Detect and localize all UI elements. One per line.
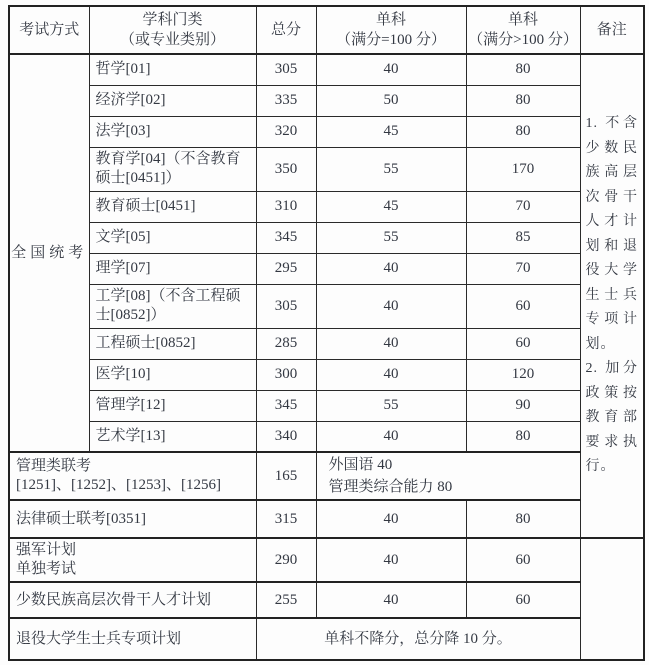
score-eq100-cell: 40: [316, 284, 466, 328]
score-gt100-cell: 80: [466, 500, 580, 538]
table-row: [9, 54, 644, 85]
total-cell: 345: [256, 222, 316, 253]
header-single-gt100-line2: （满分>100 分）: [468, 32, 578, 48]
score-eq100-cell: 40: [316, 582, 466, 618]
table-row: [9, 328, 644, 359]
table-row: [9, 85, 644, 116]
remark-cell: [580, 54, 644, 538]
total-cell: 295: [256, 253, 316, 284]
score-eq100-cell: 40: [316, 500, 466, 538]
score-eq100-cell: 55: [316, 147, 466, 191]
total-cell: 350: [256, 147, 316, 191]
military-name-line1: 强军计划: [16, 542, 77, 559]
subject-cell: 教育学[04]（不含教育硕士[0451]）: [89, 147, 256, 191]
subject-cell: 经济学[02]: [89, 85, 256, 116]
score-eq100-cell: 45: [316, 116, 466, 147]
header-single-eq100: [316, 6, 466, 54]
total-cell: 290: [256, 538, 316, 582]
subject-cell: 理学[07]: [89, 253, 256, 284]
header-total-label: 总分: [270, 21, 301, 38]
table-row: [9, 253, 644, 284]
exam-name-cell: 少数民族高层次骨干人才计划: [9, 582, 256, 618]
header-subject: [89, 6, 256, 54]
score-gt100-cell: 60: [466, 284, 580, 328]
exam-method-cell: 全国统考: [9, 54, 89, 452]
table-row: [9, 390, 644, 421]
header-total: [256, 6, 316, 54]
subject-cell: 医学[10]: [89, 359, 256, 390]
remark-item-2: 2. 加分政策按教育部要求执行。: [585, 361, 638, 475]
header-single-eq100-line2: （满分=100 分）: [336, 32, 446, 48]
subject-cell: 艺术学[13]: [89, 421, 256, 452]
total-cell: 165: [256, 452, 316, 500]
header-single-gt100: [466, 6, 580, 54]
score-gt100-cell: 80: [466, 54, 580, 85]
score-eq100-cell: 55: [316, 390, 466, 421]
exam-name-cell: [9, 452, 256, 500]
total-cell: 320: [256, 116, 316, 147]
header-subject-line1: 学科门类: [142, 11, 203, 28]
table-row-joint-exam: [9, 452, 644, 500]
subject-cell: 法学[03]: [89, 116, 256, 147]
military-name-line2: 单独考试: [16, 561, 77, 577]
score-gt100-cell: 170: [466, 147, 580, 191]
exam-name-cell: 法律硕士联考[0351]: [9, 500, 256, 538]
table-row-law-exam: [9, 500, 644, 538]
score-eq100-cell: 40: [316, 253, 466, 284]
header-remark-label: 备注: [596, 21, 627, 38]
score-gt100-cell: 60: [466, 582, 580, 618]
score-eq100-cell: 45: [316, 191, 466, 222]
joint-exam-name-line1: 管理类联考: [16, 458, 92, 475]
total-cell: 345: [256, 390, 316, 421]
table-row-military-plan: [9, 538, 644, 582]
subject-cell: 管理学[12]: [89, 390, 256, 421]
score-gt100-cell: 70: [466, 253, 580, 284]
table-header-row: [9, 6, 644, 54]
joint-exam-score-line2: 管理类综合能力 80: [328, 479, 453, 495]
table-row: [9, 191, 644, 222]
table-row: [9, 359, 644, 390]
table-row: [9, 421, 644, 452]
total-cell: 255: [256, 582, 316, 618]
veteran-policy-cell: 单科不降分，总分降 10 分。: [256, 618, 580, 660]
header-single-eq100-line1: 单科: [375, 11, 406, 28]
header-subject-line2: （或专业类别）: [119, 32, 225, 48]
table-row: [9, 222, 644, 253]
score-gt100-cell: 80: [466, 421, 580, 452]
exam-name-cell: 退役大学生士兵专项计划: [9, 618, 256, 660]
score-gt100-cell: 70: [466, 191, 580, 222]
table-row-minority-plan: [9, 582, 644, 618]
score-gt100-cell: 120: [466, 359, 580, 390]
score-gt100-cell: 80: [466, 116, 580, 147]
joint-exam-score-line1: 外国语 40: [328, 456, 393, 473]
remark-item-1: 1. 不含少数民族高层次骨干人才计划和退役大学生士兵专项计划。: [585, 116, 638, 352]
subject-cell: 工程硕士[0852]: [89, 328, 256, 359]
total-cell: 300: [256, 359, 316, 390]
header-exam-method: [9, 6, 89, 54]
exam-name-cell: [9, 538, 256, 582]
joint-exam-scores-cell: [316, 452, 580, 500]
header-single-gt100-line1: 单科: [507, 11, 538, 28]
total-cell: 315: [256, 500, 316, 538]
table-row: [9, 147, 644, 191]
total-cell: 305: [256, 284, 316, 328]
total-cell: 310: [256, 191, 316, 222]
table-row: [9, 284, 644, 328]
total-cell: 340: [256, 421, 316, 452]
table-row-veteran-plan: [9, 618, 644, 660]
score-eq100-cell: 40: [316, 421, 466, 452]
total-cell: 335: [256, 85, 316, 116]
subject-cell: 哲学[01]: [89, 54, 256, 85]
score-table: [8, 5, 645, 661]
total-cell: 305: [256, 54, 316, 85]
score-gt100-cell: 80: [466, 85, 580, 116]
score-eq100-cell: 55: [316, 222, 466, 253]
score-eq100-cell: 40: [316, 538, 466, 582]
subject-cell: 工学[08]（不含工程硕士[0852]）: [89, 284, 256, 328]
score-gt100-cell: 85: [466, 222, 580, 253]
joint-exam-name-line2: [1251]、[1252]、[1253]、[1256]: [16, 477, 221, 493]
score-eq100-cell: 40: [316, 328, 466, 359]
subject-cell: 教育硕士[0451]: [89, 191, 256, 222]
remark-empty-cell: [580, 538, 644, 660]
subject-cell: 文学[05]: [89, 222, 256, 253]
score-gt100-cell: 60: [466, 538, 580, 582]
score-eq100-cell: 40: [316, 359, 466, 390]
score-gt100-cell: 90: [466, 390, 580, 421]
score-eq100-cell: 50: [316, 85, 466, 116]
score-eq100-cell: 40: [316, 54, 466, 85]
header-remark: [580, 6, 644, 54]
header-exam-method-label: 考试方式: [19, 21, 80, 38]
score-gt100-cell: 60: [466, 328, 580, 359]
table-row: [9, 116, 644, 147]
total-cell: 285: [256, 328, 316, 359]
